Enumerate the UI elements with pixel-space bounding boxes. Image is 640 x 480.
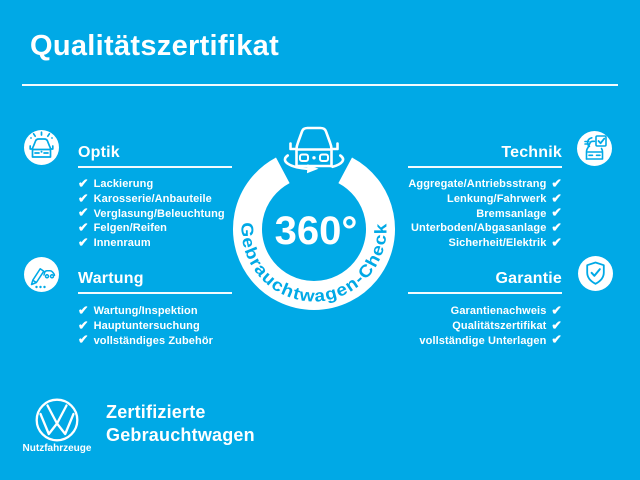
checklist-item <box>78 236 225 251</box>
check-icon: ✔ <box>551 220 562 235</box>
checklist-item <box>78 333 213 348</box>
check-icon: ✔ <box>551 318 562 333</box>
check-icon: ✔ <box>78 220 89 235</box>
tagline-line2: Gebrauchtwagen <box>106 425 255 445</box>
checklist-item-label: Sicherheit/Elektrik <box>448 237 547 250</box>
page-title: Qualitätszertifikat <box>30 30 280 62</box>
checklist-item-label: Karosserie/Anbauteile <box>93 193 212 206</box>
check-icon: ✔ <box>551 332 562 347</box>
tagline-line1: Zertifizierte <box>106 402 206 422</box>
section-divider <box>408 292 562 294</box>
check-icon: ✔ <box>78 303 89 318</box>
checklist-item <box>447 192 562 207</box>
section-divider <box>408 166 562 168</box>
brand-label: Nutzfahrzeuge <box>22 443 92 454</box>
checklist-item <box>78 192 225 207</box>
checklist-item <box>78 319 213 334</box>
footer-tagline <box>106 401 255 447</box>
checklist-item-label: Hauptuntersuchung <box>93 320 200 333</box>
check-icon: ✔ <box>551 205 562 220</box>
wartung-checklist <box>78 304 213 348</box>
checklist-item <box>451 304 562 319</box>
shield-check-icon <box>578 256 613 291</box>
pencil-car-icon <box>24 257 59 292</box>
checklist-item <box>408 177 562 192</box>
checklist-item <box>476 206 562 221</box>
section-title-technik: Technik <box>501 144 562 161</box>
checklist-item <box>78 221 225 236</box>
check-icon: ✔ <box>78 332 89 347</box>
check-icon: ✔ <box>78 235 89 250</box>
garantie-checklist <box>419 304 562 348</box>
car-emblem-dot <box>312 156 315 159</box>
check-icon: ✔ <box>78 318 89 333</box>
checklist-item-label: Verglasung/Beleuchtung <box>93 207 225 220</box>
check-icon: ✔ <box>551 235 562 250</box>
check-icon: ✔ <box>78 205 89 220</box>
section-title-wartung: Wartung <box>78 270 144 287</box>
car-checklist-icon <box>577 131 612 166</box>
checklist-item <box>419 333 562 348</box>
check-icon: ✔ <box>551 191 562 206</box>
checklist-item-label: Innenraum <box>93 237 151 250</box>
badge-degrees: 360° <box>274 209 358 253</box>
sparkling-car-icon <box>24 130 59 165</box>
check-icon: ✔ <box>78 191 89 206</box>
checklist-item-label: Aggregate/Antriebsstrang <box>408 178 547 191</box>
checklist-item-label: Bremsanlage <box>476 207 547 220</box>
checklist-item <box>78 177 225 192</box>
checklist-item <box>411 221 562 236</box>
checklist-item-label: Wartung/Inspektion <box>93 305 198 318</box>
checklist-item <box>78 304 213 319</box>
checklist-item-label: Qualitätszertifikat <box>452 320 547 333</box>
section-divider <box>78 166 232 168</box>
car-rotation-icon <box>285 128 343 169</box>
checklist-item-label: Felgen/Reifen <box>93 222 168 235</box>
checklist-item <box>78 206 225 221</box>
check-icon: ✔ <box>78 176 89 191</box>
checklist-item-label: Lenkung/Fahrwerk <box>447 193 547 206</box>
section-divider <box>78 292 232 294</box>
section-title-garantie: Garantie <box>495 270 562 287</box>
technik-checklist <box>408 177 562 250</box>
checklist-item-label: Lackierung <box>93 178 154 191</box>
checklist-item-label: vollständiges Zubehör <box>93 334 214 347</box>
optik-checklist <box>78 177 225 250</box>
check-icon: ✔ <box>551 176 562 191</box>
check-icon: ✔ <box>551 303 562 318</box>
checklist-item-label: vollständige Unterlagen <box>419 334 547 347</box>
checklist-item-label: Garantienachweis <box>450 305 547 318</box>
checklist-item-label: Unterboden/Abgasanlage <box>410 222 547 235</box>
checklist-item <box>449 236 562 251</box>
360-check-badge <box>216 100 424 328</box>
title-divider <box>22 84 618 86</box>
checklist-item <box>452 319 562 334</box>
vw-logo <box>34 397 80 443</box>
badge-ring-label: Gebrauchtwagen-Check <box>237 222 391 306</box>
section-title-optik: Optik <box>78 144 120 161</box>
